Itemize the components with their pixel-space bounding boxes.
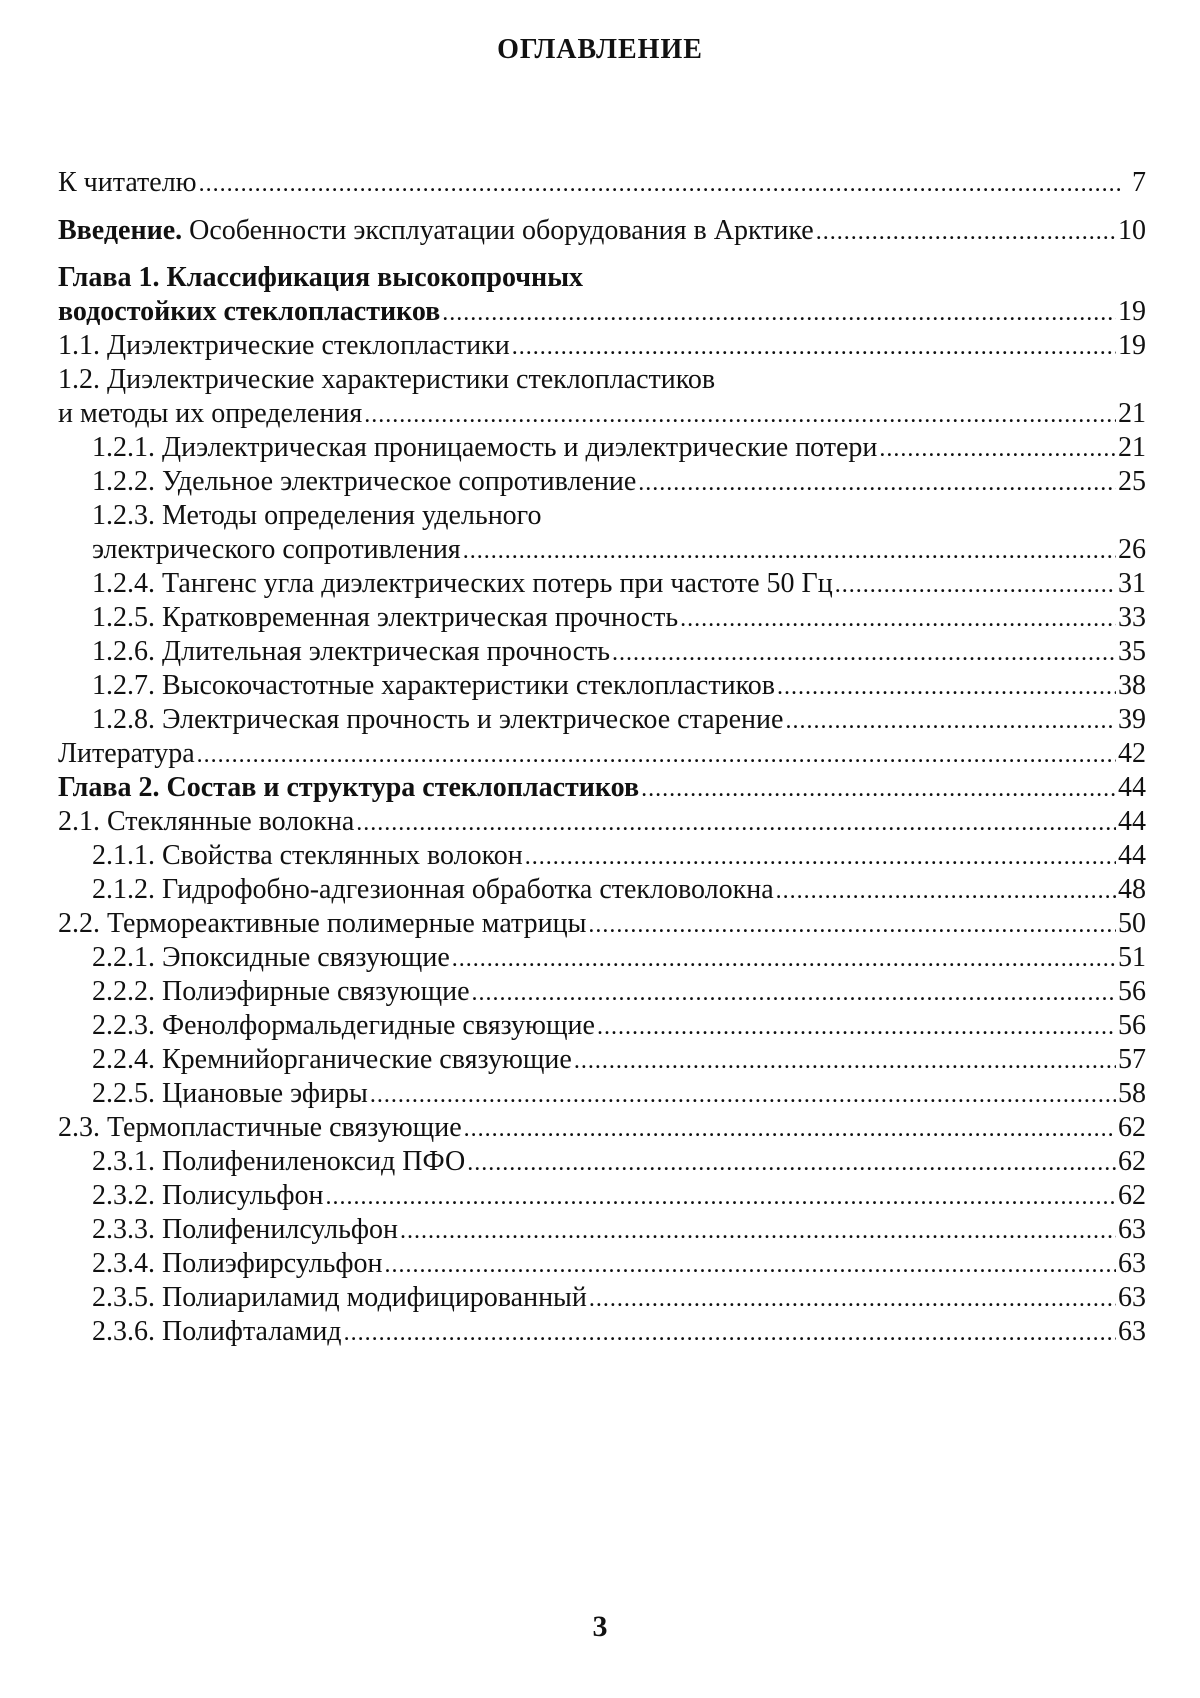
toc-leader-dots	[344, 1316, 1116, 1350]
toc-entry-page: 62	[1118, 1146, 1146, 1177]
toc-entry-label: 2.1. Стеклянные волокна	[58, 806, 355, 837]
toc-leader-dots	[364, 398, 1116, 432]
toc-entry-label: 2.3.3. Полифенилсульфон	[92, 1214, 399, 1245]
toc-leader-dots	[588, 908, 1116, 942]
toc-entry-page: 56	[1118, 1010, 1146, 1041]
toc-leader-dots	[597, 1010, 1116, 1044]
toc-entry-2-2[interactable]	[58, 907, 1146, 941]
toc-leader-dots	[370, 1078, 1116, 1112]
toc-entry-page: 42	[1118, 738, 1146, 769]
toc-entry-page: 56	[1118, 976, 1146, 1007]
toc-entry-page: 21	[1118, 432, 1146, 463]
toc-leader-dots	[197, 738, 1116, 772]
toc-entry-2-2-1[interactable]	[58, 941, 1146, 975]
toc-entry-page: 51	[1118, 942, 1146, 973]
toc-entry-label: 2.2.2. Полиэфирные связующие	[92, 976, 470, 1007]
toc-entry-1-2-6[interactable]	[58, 635, 1146, 669]
toc-entry-label: 1.2.1. Диэлектрическая проницаемость и диэлектрические потери	[92, 432, 878, 463]
toc-entry-label: 2.2.4. Кремнийорганические связующие	[92, 1044, 572, 1075]
toc-leader-dots	[816, 214, 1116, 250]
toc-entry-2-3[interactable]	[58, 1111, 1146, 1145]
toc-entry-page: 35	[1118, 636, 1146, 667]
toc-entry-1-2-2[interactable]	[58, 465, 1146, 499]
toc-entry-label: водостойких стеклопластиков	[58, 296, 441, 327]
toc-entry-page: 63	[1118, 1282, 1146, 1313]
toc-entry-2-2-3[interactable]	[58, 1009, 1146, 1043]
toc-leader-dots	[638, 466, 1116, 500]
toc-entry-1-2-1[interactable]	[58, 431, 1146, 465]
toc-entry-page: 48	[1118, 874, 1146, 905]
toc-entry-2-3-3[interactable]	[58, 1213, 1146, 1247]
toc-entry-1-2-7[interactable]	[58, 669, 1146, 703]
toc-leader-dots	[589, 1282, 1116, 1316]
toc-entry-chapter2[interactable]	[58, 771, 1146, 805]
toc-leader-dots	[467, 1146, 1116, 1180]
toc-leader-dots	[680, 602, 1116, 636]
toc-entry-label-rest: Особенности эксплуатации оборудования в Арктике	[182, 215, 814, 246]
page-number: 3	[592, 1610, 608, 1643]
toc-entry-1-2-5[interactable]	[58, 601, 1146, 635]
toc-entry-2-2-5[interactable]	[58, 1077, 1146, 1111]
toc-entry-2-3-6[interactable]	[58, 1315, 1146, 1349]
toc-entry-page: 19	[1118, 296, 1146, 327]
toc-entry-page: 63	[1118, 1316, 1146, 1347]
toc-entry-page: 62	[1118, 1112, 1146, 1143]
toc-entry-1-2-4[interactable]	[58, 567, 1146, 601]
toc-leader-dots	[385, 1248, 1117, 1282]
toc-entry-1-2-3[interactable]	[58, 533, 1146, 567]
toc-entry-2-3-5[interactable]	[58, 1281, 1146, 1315]
toc-leader-dots	[356, 806, 1116, 840]
toc-entry-page: 44	[1118, 840, 1146, 871]
toc-entry-label: К читателю	[58, 167, 197, 198]
toc-leader-dots	[199, 166, 1122, 202]
toc-entry-label: Глава 2. Состав и структура стеклопластиков	[58, 772, 640, 803]
toc-entry-label: Литература	[58, 738, 195, 769]
toc-entry-label: 1.2.7. Высокочастотные характеристики стеклопластиков	[92, 670, 775, 701]
toc-entry-page: 63	[1118, 1214, 1146, 1245]
toc-entry-page: 10	[1118, 215, 1146, 246]
toc-entry-page: 39	[1118, 704, 1146, 735]
toc-entry-2-3-4[interactable]	[58, 1247, 1146, 1281]
toc-leader-dots	[641, 772, 1116, 806]
toc-entry-label: 2.1.2. Гидрофобно-адгезионная обработка стекловолокна	[92, 874, 774, 905]
toc-leader-dots	[785, 704, 1116, 738]
toc-entry-label: 1.2.2. Удельное электрическое сопротивление	[92, 466, 637, 497]
toc-entry-introduction[interactable]	[58, 213, 1146, 249]
toc-entry-1-2-line1[interactable]: 1.2. Диэлектрические характеристики стеклопластиков	[58, 364, 716, 395]
table-of-contents	[58, 165, 1146, 1349]
toc-entry-page: 50	[1118, 908, 1146, 939]
toc-leader-dots	[525, 840, 1116, 874]
toc-entry-label: 1.2.8. Электрическая прочность и электрическое старение	[92, 704, 784, 735]
toc-entry-chapter1[interactable]	[58, 295, 1146, 329]
toc-entry-label: 2.3.1. Полифениленоксид ПФО	[92, 1146, 466, 1177]
toc-entry-page: 31	[1118, 568, 1146, 599]
toc-entry-page: 21	[1118, 398, 1146, 429]
toc-leader-dots	[442, 296, 1116, 330]
toc-leader-dots	[835, 568, 1116, 602]
toc-entry-2-2-4[interactable]	[58, 1043, 1146, 1077]
toc-entry-2-1-2[interactable]	[58, 873, 1146, 907]
toc-leader-dots	[879, 432, 1116, 466]
toc-entry-2-1[interactable]	[58, 805, 1146, 839]
toc-leader-dots	[472, 976, 1116, 1010]
toc-entry-label-bold: Введение.	[58, 215, 183, 246]
toc-leader-dots	[400, 1214, 1116, 1248]
toc-entry-page: 62	[1118, 1180, 1146, 1211]
toc-entry-label: 2.2. Термореактивные полимерные матрицы	[58, 908, 587, 939]
toc-entry-1-2[interactable]	[58, 397, 1146, 431]
toc-entry-page: 57	[1118, 1044, 1146, 1075]
toc-entry-label: 2.1.1. Свойства стеклянных волокон	[92, 840, 523, 871]
toc-entry-label: электрического сопротивления	[92, 534, 461, 565]
toc-leader-dots	[777, 670, 1116, 704]
toc-entry-2-3-2[interactable]	[58, 1179, 1146, 1213]
toc-entry-label: 1.1. Диэлектрические стеклопластики	[58, 330, 510, 361]
toc-entry-label: 2.3.4. Полиэфирсульфон	[92, 1248, 383, 1279]
toc-entry-page: 7	[1132, 167, 1146, 198]
toc-entry-label: 2.3. Термопластичные связующие	[58, 1112, 462, 1143]
page-title: ОГЛАВЛЕНИЕ	[497, 34, 703, 65]
toc-leader-dots	[326, 1180, 1116, 1214]
toc-entry-label: 2.2.5. Циановые эфиры	[92, 1078, 368, 1109]
toc-entry-1-2-3-line1[interactable]: 1.2.3. Методы определения удельного	[92, 500, 542, 531]
toc-entry-label: 2.2.1. Эпоксидные связующие	[92, 942, 450, 973]
toc-leader-dots	[452, 942, 1116, 976]
toc-entry-page: 58	[1118, 1078, 1146, 1109]
toc-entry-label	[58, 213, 814, 249]
toc-entry-label: и методы их определения	[58, 398, 363, 429]
toc-leader-dots	[612, 636, 1116, 670]
toc-entry-2-2-2[interactable]	[58, 975, 1146, 1009]
toc-entry-to-reader[interactable]	[58, 165, 1146, 201]
toc-entry-literature[interactable]	[58, 737, 1146, 771]
toc-entry-chapter1-line1[interactable]: Глава 1. Классификация высокопрочных	[58, 262, 584, 293]
toc-leader-dots	[776, 874, 1116, 908]
toc-entry-page: 44	[1118, 772, 1146, 803]
toc-entry-page: 19	[1118, 330, 1146, 361]
toc-leader-dots	[464, 1112, 1116, 1146]
toc-entry-page: 63	[1118, 1248, 1146, 1279]
toc-entry-label: 2.3.5. Полиариламид модифицированный	[92, 1282, 587, 1313]
toc-entry-label: 1.2.6. Длительная электрическая прочность	[92, 636, 611, 667]
toc-entry-label: 1.2.5. Кратковременная электрическая прочность	[92, 602, 679, 633]
toc-entry-2-3-1[interactable]	[58, 1145, 1146, 1179]
toc-leader-dots	[574, 1044, 1116, 1078]
toc-leader-dots	[463, 534, 1116, 568]
toc-entry-1-2-8[interactable]	[58, 703, 1146, 737]
toc-entry-2-1-1[interactable]	[58, 839, 1146, 873]
toc-entry-label: 2.3.6. Полифталамид	[92, 1316, 342, 1347]
toc-entry-page: 25	[1118, 466, 1146, 497]
toc-entry-page: 26	[1118, 534, 1146, 565]
toc-entry-page: 44	[1118, 806, 1146, 837]
toc-entry-label: 2.3.2. Полисульфон	[92, 1180, 324, 1211]
toc-entry-label: 2.2.3. Фенолформальдегидные связующие	[92, 1010, 595, 1041]
toc-leader-dots	[512, 330, 1116, 364]
toc-entry-page: 38	[1118, 670, 1146, 701]
toc-entry-page: 33	[1118, 602, 1146, 633]
toc-entry-1-1[interactable]	[58, 329, 1146, 363]
toc-entry-label: 1.2.4. Тангенс угла диэлектрических потерь при частоте 50 Гц	[92, 568, 833, 599]
